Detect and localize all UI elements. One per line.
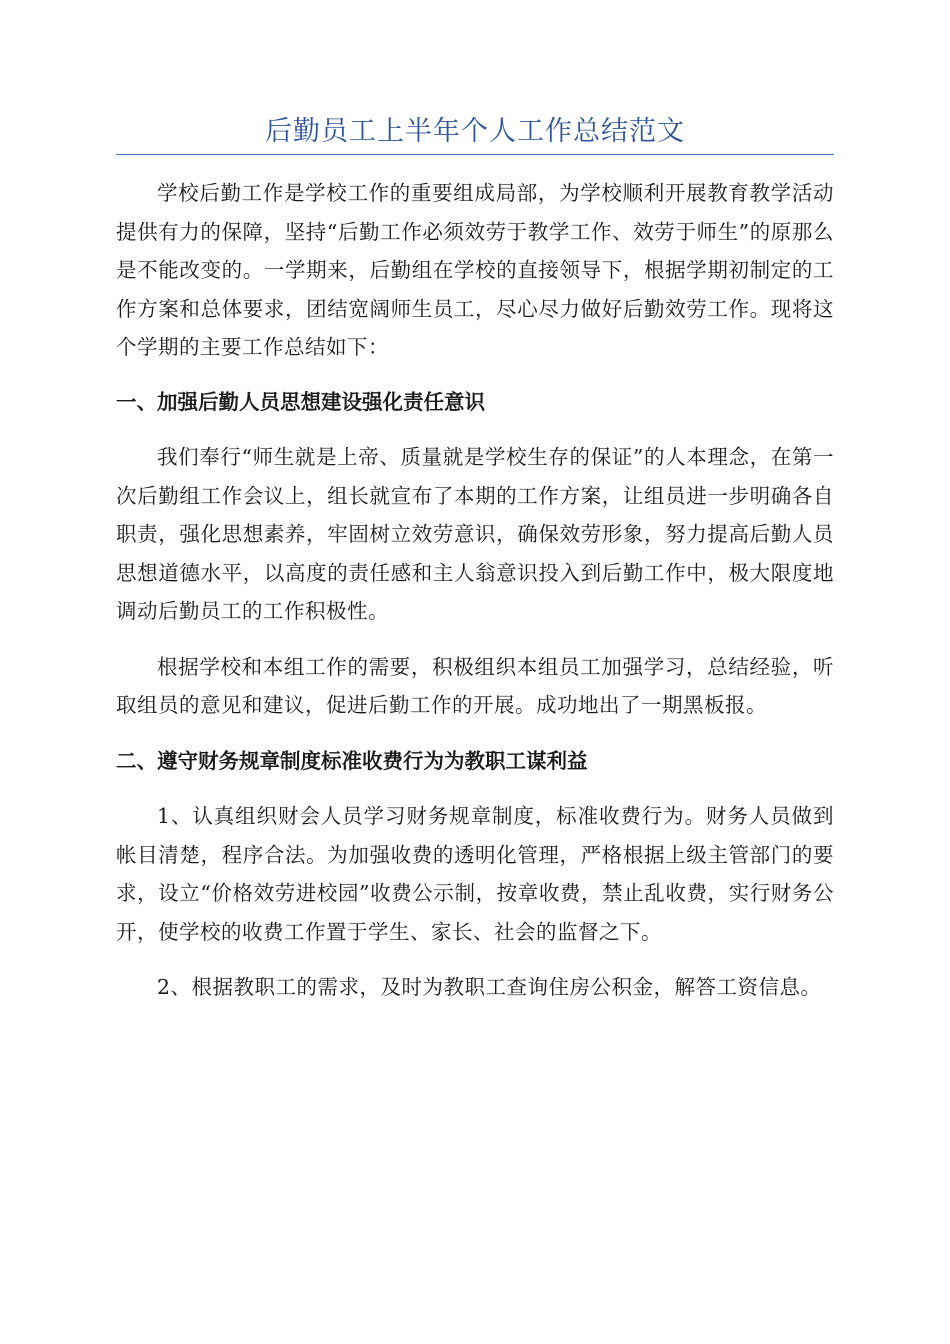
section-2-paragraph-2: 2、根据教职工的需求，及时为教职工查询住房公积金，解答工资信息。	[157, 975, 822, 999]
section-1-paragraph-1: 我们奉行“师生就是上帝、质量就是学校生存的保证”的人本理念，在第一次后勤组工作会议上，组长就宣布了本期的工作方案，让组员进一步明确各自职责，强化思想素养，牢固树立效劳意识，确保效劳形象，努力提高后勤人员思想道德水平，以高度的责任感和主人翁意识投入到后勤工作中，极大限度地调动后勤员工的工作积极性。	[116, 445, 834, 623]
intro-paragraph: 学校后勤工作是学校工作的重要组成局部，为学校顺利开展教育教学活动提供有力的保障，坚持“后勤工作必须效劳于教学工作、效劳于师生”的原那么是不能改变的。一学期来，后勤组在学校的直接领导下，根据学期初制定的工作方案和总体要求，团结宽阔师生员工，尽心尽力做好后勤效劳工作。现将这个学期的主要工作总结如下：	[116, 181, 834, 359]
section-heading-2: 二、遵守财务规章制度标准收费行为为教职工谋利益	[116, 748, 588, 773]
section-heading-1: 一、加强后勤人员思想建设强化责任意识	[116, 389, 485, 414]
document-title: 后勤员工上半年个人工作总结范文	[265, 116, 685, 147]
title-underline	[116, 154, 834, 155]
document-body	[116, 174, 834, 1007]
section-1-paragraph-2: 根据学校和本组工作的需要，积极组织本组员工加强学习，总结经验，听取组员的意见和建议，促进后勤工作的开展。成功地出了一期黑板报。	[116, 654, 834, 717]
section-2-paragraph-1: 1、认真组织财会人员学习财务规章制度，标准收费行为。财务人员做到帐目清楚，程序合法。为加强收费的透明化管理，严格根据上级主管部门的要求，设立“价格效劳进校园”收费公示制，按章收费，禁止乱收费，实行财务公开，使学校的收费工作置于学生、家长、社会的监督之下。	[116, 804, 834, 944]
